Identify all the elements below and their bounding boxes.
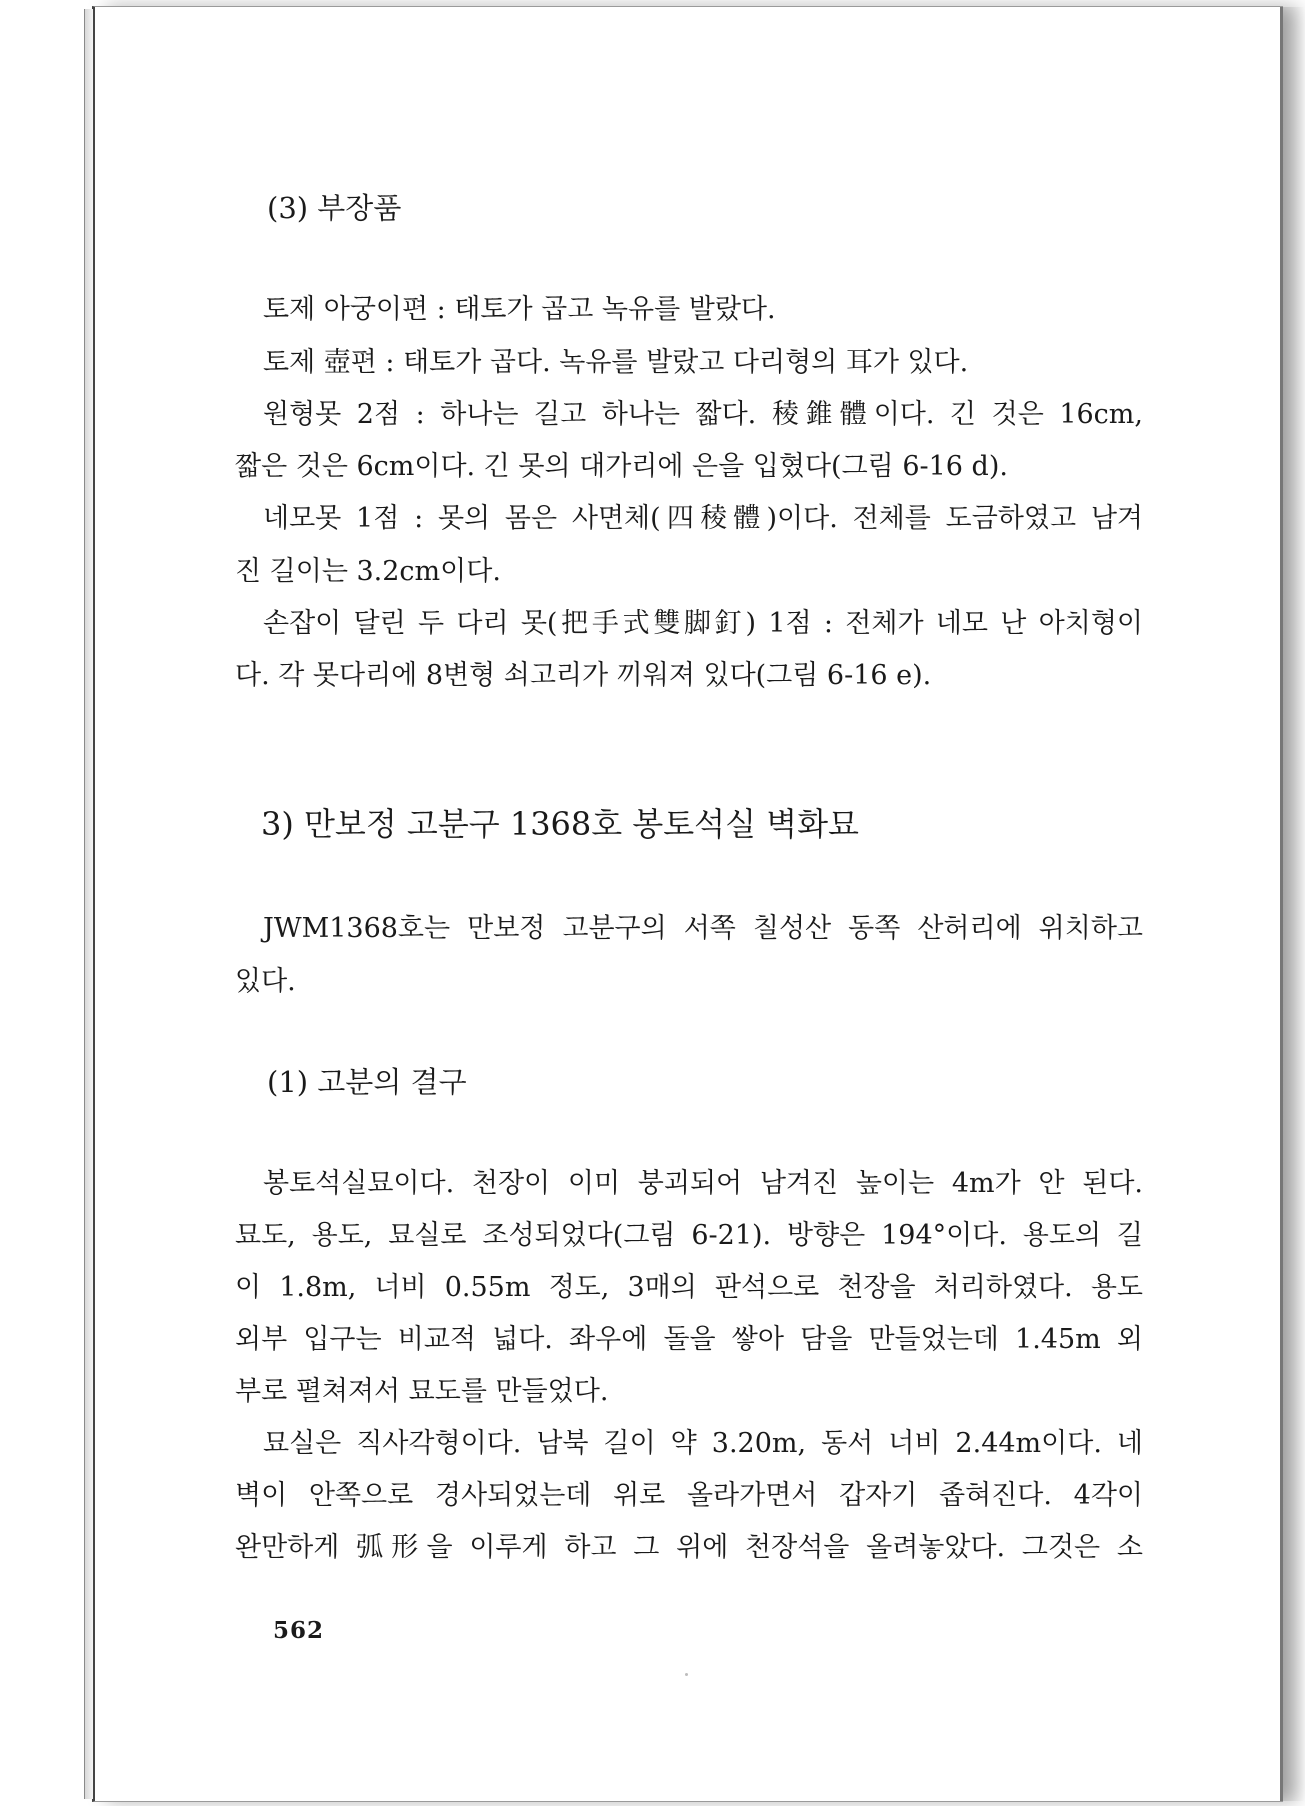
print-speck bbox=[685, 1673, 688, 1676]
paragraph-line: 봉토석실묘이다. 천장이 이미 붕괴되어 남겨진 높이는 4m가 안 된다. bbox=[263, 1168, 1143, 1199]
subheading-tomb-structure: (1) 고분의 결구 bbox=[267, 1065, 467, 1099]
paragraph-line: 토제 아궁이편 : 태토가 곱고 녹유를 발랐다. bbox=[263, 294, 776, 325]
book-page bbox=[92, 6, 1283, 1802]
section-heading-tomb-1368: 3) 만보정 고분구 1368호 봉토석실 벽화묘 bbox=[261, 805, 859, 843]
page-number: 562 bbox=[273, 1617, 325, 1644]
paragraph-line: JWM1368호는 만보정 고분구의 서쪽 칠성산 동쪽 산허리에 위치하고 bbox=[263, 913, 1143, 944]
paragraph-line: 묘도, 용도, 묘실로 조성되었다(그림 6-21). 방향은 194°이다. 용도의 길 bbox=[235, 1220, 1143, 1251]
paragraph-line: 원형못 2점 : 하나는 길고 하나는 짧다. 稜錐體이다. 긴 것은 16cm, bbox=[263, 399, 1143, 430]
paragraph-line: 네모못 1점 : 못의 몸은 사면체(四稜體)이다. 전체를 도금하였고 남겨 bbox=[263, 503, 1143, 534]
paragraph-line: 벽이 안쪽으로 경사되었는데 위로 올라가면서 갑자기 좁혀진다. 4각이 bbox=[235, 1480, 1143, 1511]
paragraph-line: 있다. bbox=[235, 966, 296, 997]
paragraph-line: 진 길이는 3.2cm이다. bbox=[235, 556, 501, 587]
paragraph-line: 다. 각 못다리에 8변형 쇠고리가 끼워져 있다(그림 6-16 e). bbox=[235, 660, 932, 691]
paragraph-line: 짧은 것은 6cm이다. 긴 못의 대가리에 은을 입혔다(그림 6-16 d). bbox=[235, 451, 1008, 482]
paragraph-line: 이 1.8m, 너비 0.55m 정도, 3매의 판석으로 천장을 처리하였다. 용도 bbox=[235, 1272, 1143, 1303]
subheading-burial-goods: (3) 부장품 bbox=[267, 191, 402, 225]
paragraph-line: 외부 입구는 비교적 넓다. 좌우에 돌을 쌓아 담을 만들었는데 1.45m 외 bbox=[235, 1324, 1143, 1355]
paragraph-line: 손잡이 달린 두 다리 못(把手式雙脚釘) 1점 : 전체가 네모 난 아치형이 bbox=[263, 608, 1143, 639]
paragraph-line: 토제 壺편 : 태토가 곱다. 녹유를 발랐고 다리형의 耳가 있다. bbox=[263, 347, 969, 378]
page-edge-shadow bbox=[1283, 7, 1305, 1801]
paragraph-line: 부로 펼쳐져서 묘도를 만들었다. bbox=[235, 1376, 609, 1407]
paragraph-line: 완만하게 弧形을 이루게 하고 그 위에 천장석을 올려놓았다. 그것은 소 bbox=[235, 1532, 1143, 1563]
paragraph-line: 묘실은 직사각형이다. 남북 길이 약 3.20m, 동서 너비 2.44m이다. 네 bbox=[263, 1428, 1143, 1459]
